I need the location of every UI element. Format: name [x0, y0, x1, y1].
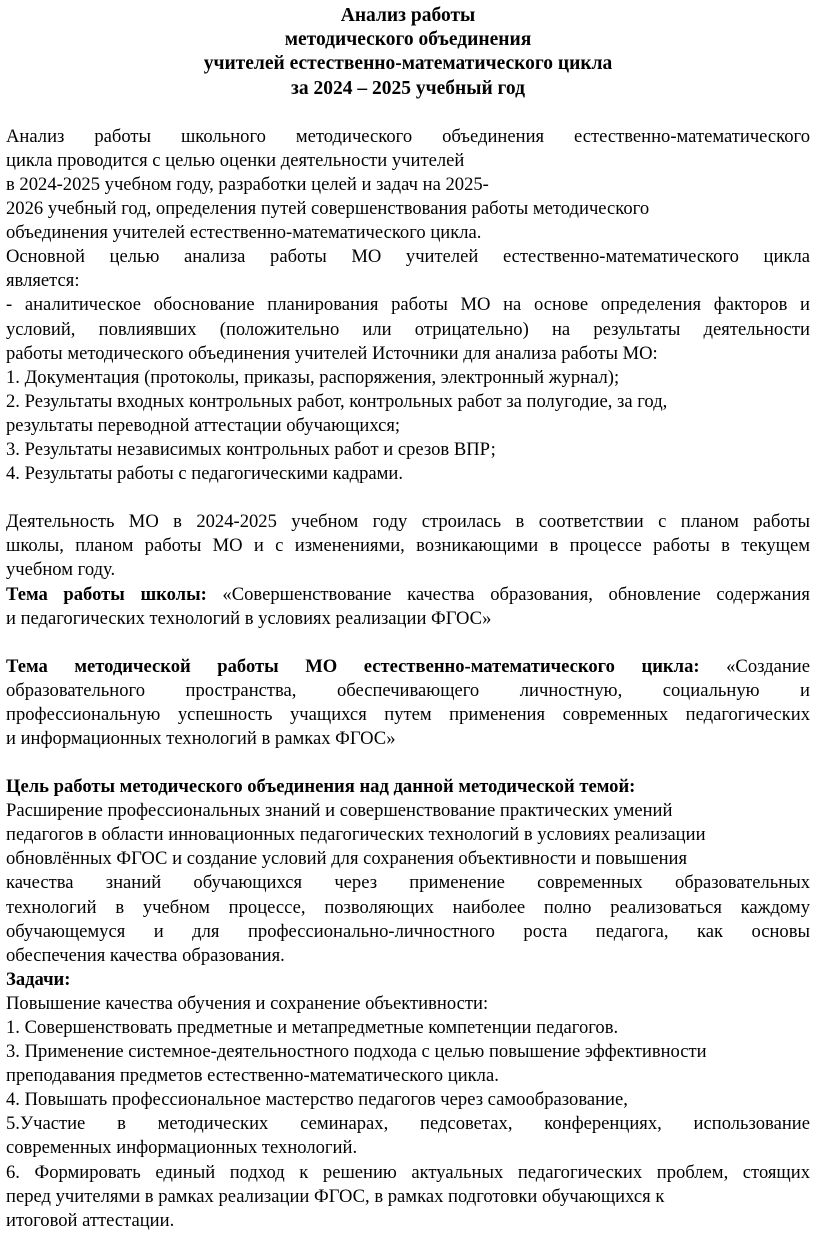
list-item: 1. Документация (протоколы, приказы, распоряжения, электронный журнал); [6, 366, 620, 388]
intro-paragraph [6, 125, 810, 245]
school-theme-text: «Совершенствование качества образования, обновление содержания [206, 583, 810, 605]
mo-goal [6, 775, 810, 968]
mo-theme-text: «Создание [699, 655, 810, 677]
text-line: цикла проводится с целью оценки деятельности учителей [6, 149, 465, 171]
text-line: работы методического объединения учителей Источники для анализа работы МО: [6, 342, 658, 364]
text-line: и информационных технологий в рамках ФГОС» [6, 727, 396, 749]
document-title [6, 4, 810, 101]
mo-goal-heading: Цель работы методического объединения над данной методической темой: [6, 776, 636, 798]
tasks-heading: Задачи: [6, 968, 71, 990]
text-line: технологий в учебном процессе, позволяющих наиболее полно реализоваться каждому [6, 896, 810, 918]
list-item: 1. Совершенствовать предметные и метапредметные компетенции педагогов. [6, 1017, 619, 1038]
spacer [6, 486, 810, 510]
list-item: 3. Применение системное-деятельностного подхода с целью повышение эффективности [6, 1041, 707, 1063]
list-item: 5.Участие в методических семинарах, педсоветах, конференциях, использование [6, 1113, 810, 1135]
text-line [6, 583, 810, 607]
section-heading [6, 775, 810, 799]
school-theme-label: Тема работы школы: [6, 583, 207, 605]
text-line: школы, планом работы МО и с изменениями, возникающими в процессе работы в текущем [6, 535, 810, 557]
text-line: учебном году. [6, 559, 116, 581]
sources-list [6, 366, 810, 486]
text-line: обучающемуся и для профессионально-личностного роста педагога, как основы [6, 920, 810, 942]
goal-paragraph [6, 245, 810, 365]
text-line: Деятельность МО в 2024-2025 учебном году строилась в соответствии с планом работы [6, 511, 810, 533]
spacer [6, 751, 810, 775]
text-line: Расширение профессиональных знаний и совершенствование практических умений [6, 800, 673, 822]
mo-theme [6, 655, 810, 751]
text-line [6, 655, 810, 679]
list-item: результаты переводной аттестации обучающихся; [6, 414, 401, 436]
section-heading [6, 968, 810, 992]
text-line: обеспечения качества образования. [6, 944, 285, 966]
text-line: 2026 учебный год, определения путей совершенствования работы методического [6, 198, 650, 220]
title-line: за 2024 – 2025 учебный год [291, 77, 525, 99]
list-item: 4. Повышать профессиональное мастерство педагогов через самообразование, [6, 1089, 628, 1111]
text-line: профессиональную успешность учащихся путем применения современных педагогических [6, 703, 810, 725]
mo-theme-label: Тема методической работы МО естественно-математического цикла: [6, 655, 700, 677]
text-line: - аналитическое обоснование планирования работы МО на основе определения факторов и [6, 294, 810, 316]
list-item: преподавания предметов естественно-математического цикла. [6, 1065, 499, 1087]
text-line: Повышение качества обучения и сохранение объективности: [6, 992, 489, 1014]
school-theme [6, 583, 810, 631]
title-line: методического объединения [284, 29, 532, 51]
list-item: современных информационных технологий. [6, 1137, 358, 1159]
list-item: 4. Результаты работы с педагогическими кадрами. [6, 463, 404, 485]
text-line: и педагогических технологий в условиях реализации ФГОС» [6, 607, 492, 629]
text-line: Основной целью анализа работы МО учителей естественно-математического цикла [6, 246, 810, 268]
title-line: Анализ работы [340, 5, 476, 26]
title-line: учителей естественно-математического цикла [203, 53, 613, 75]
text-line: объединения учителей естественно-математического цикла. [6, 222, 482, 244]
spacer [6, 631, 810, 655]
list-item: 3. Результаты независимых контрольных работ и срезов ВПР; [6, 439, 496, 461]
text-line: педагогов в области инновационных педагогических технологий в условиях реализации [6, 824, 706, 846]
tasks [6, 968, 810, 1233]
list-item: перед учителями в рамках реализации ФГОС, в рамках подготовки обучающихся к [6, 1185, 665, 1207]
text-line: обновлённых ФГОС и создание условий для сохранения объективности и повышения [6, 848, 688, 870]
activity-paragraph [6, 510, 810, 582]
text-line: образовательного пространства, обеспечивающего личностную, социальную и [6, 679, 810, 701]
text-line: Анализ работы школьного методического объединения естественно-математического [6, 125, 810, 147]
text-line: в 2024-2025 учебном году, разработки целей и задач на 2025- [6, 174, 489, 195]
text-line: является: [6, 270, 80, 292]
text-line: условий, повлиявших (положительно или отрицательно) на результаты деятельности [6, 318, 810, 340]
text-line: качества знаний обучающихся через применение современных образовательных [6, 872, 810, 894]
list-item: итоговой аттестации. [6, 1209, 175, 1231]
list-item: 2. Результаты входных контрольных работ, контрольных работ за полугодие, за год, [6, 390, 668, 412]
list-item: 6. Формировать единый подход к решению актуальных педагогических проблем, стоящих [6, 1161, 810, 1183]
